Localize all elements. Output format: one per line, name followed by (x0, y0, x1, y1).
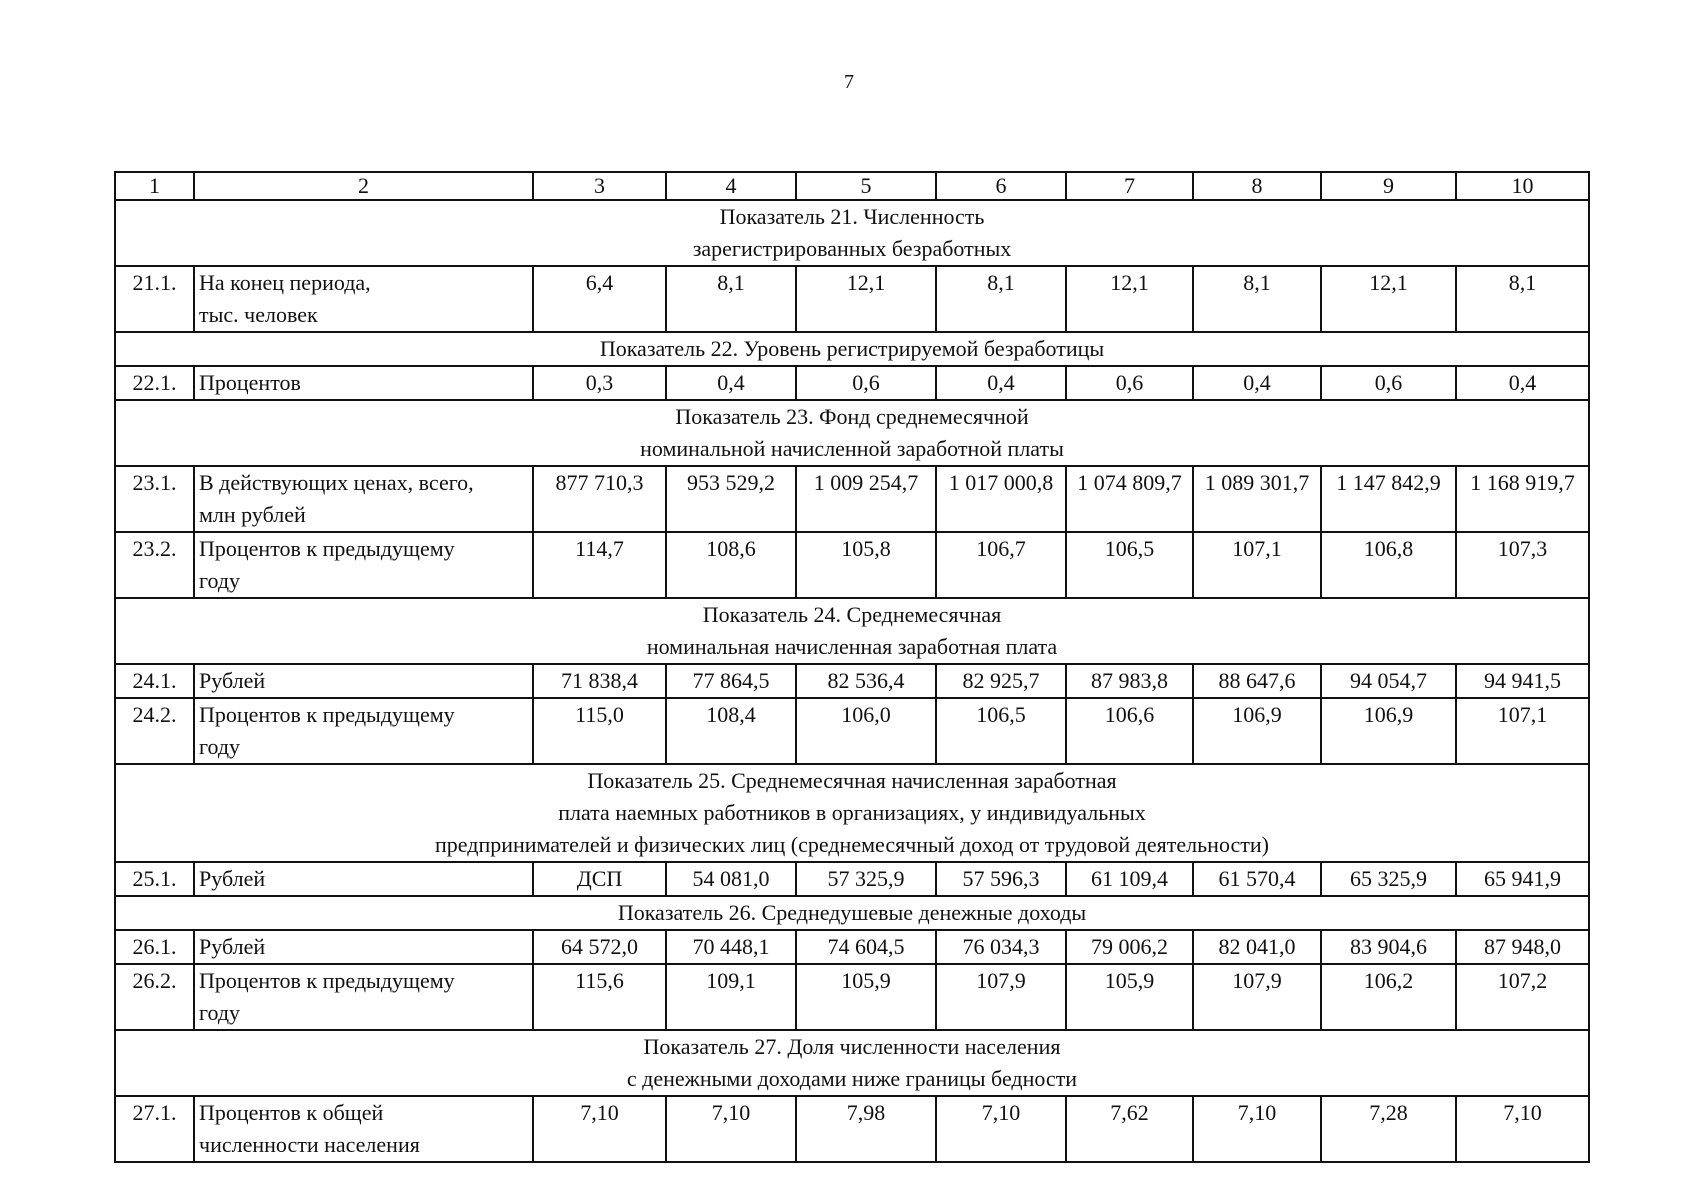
value-cell: 108,6 (666, 532, 796, 598)
section-title-row (115, 598, 1589, 664)
value-cell: 79 006,2 (1066, 930, 1193, 964)
column-header: 3 (533, 172, 666, 200)
table-row (115, 1096, 1589, 1162)
column-header: 4 (666, 172, 796, 200)
row-label-line: тыс. человек (199, 302, 318, 327)
value-cell: 107,1 (1193, 532, 1321, 598)
table-row (115, 466, 1589, 532)
value-cell: 74 604,5 (796, 930, 936, 964)
value-cell: 94 054,7 (1321, 664, 1456, 698)
value-cell: 82 041,0 (1193, 930, 1321, 964)
value-cell: 106,0 (796, 698, 936, 764)
section-title-line: зарегистрированных безработных (692, 236, 1012, 261)
section-title-line: плата наемных работников в организациях, у индивидуальных (558, 800, 1146, 825)
value-cell: 88 647,6 (1193, 664, 1321, 698)
value-cell: 106,9 (1193, 698, 1321, 764)
value-cell: 105,8 (796, 532, 936, 598)
value-cell: 8,1 (936, 266, 1066, 332)
value-cell: 115,6 (533, 964, 666, 1030)
column-header: 7 (1066, 172, 1193, 200)
column-header: 5 (796, 172, 936, 200)
value-cell: 106,2 (1321, 964, 1456, 1030)
value-cell: 1 009 254,7 (796, 466, 936, 532)
value-cell: 0,4 (1193, 366, 1321, 400)
row-code: 24.2. (115, 698, 194, 764)
section-title (115, 1030, 1589, 1096)
value-cell: 61 109,4 (1066, 862, 1193, 896)
table-row (115, 930, 1589, 964)
value-cell: 65 941,9 (1456, 862, 1589, 896)
page-number: 7 (844, 71, 854, 93)
value-cell: 8,1 (1193, 266, 1321, 332)
table-row (115, 698, 1589, 764)
column-header: 9 (1321, 172, 1456, 200)
row-label-line: Рублей (199, 668, 266, 693)
section-title-row (115, 200, 1589, 266)
value-cell: 115,0 (533, 698, 666, 764)
value-cell: 7,10 (1193, 1096, 1321, 1162)
value-cell: 0,4 (666, 366, 796, 400)
row-label (194, 664, 533, 698)
value-cell: 7,10 (936, 1096, 1066, 1162)
section-title-line: Показатель 22. Уровень регистрируемой безработицы (599, 336, 1105, 361)
row-label (194, 366, 533, 400)
value-cell: 0,6 (1066, 366, 1193, 400)
value-cell: 108,4 (666, 698, 796, 764)
table-row (115, 266, 1589, 332)
value-cell: 94 941,5 (1456, 664, 1589, 698)
value-cell: 87 983,8 (1066, 664, 1193, 698)
value-cell: 8,1 (666, 266, 796, 332)
value-cell: 82 536,4 (796, 664, 936, 698)
value-cell: 107,9 (1193, 964, 1321, 1030)
row-label-line: Рублей (199, 934, 266, 959)
value-cell: 114,7 (533, 532, 666, 598)
table-row (115, 366, 1589, 400)
column-header: 2 (194, 172, 533, 200)
value-cell: 107,3 (1456, 532, 1589, 598)
value-cell: 105,9 (1066, 964, 1193, 1030)
row-label (194, 930, 533, 964)
value-cell: 12,1 (1321, 266, 1456, 332)
value-cell: 83 904,6 (1321, 930, 1456, 964)
section-title-line: Показатель 27. Доля численности населения (643, 1034, 1061, 1059)
value-cell: 106,5 (936, 698, 1066, 764)
value-cell: 7,10 (1456, 1096, 1589, 1162)
section-title-line: номинальной начисленной заработной платы (640, 436, 1064, 461)
section-title-line: номинальная начисленная заработная плата (646, 634, 1058, 659)
row-code: 22.1. (115, 366, 194, 400)
row-label-line: Процентов к предыдущему (199, 702, 455, 727)
row-label-line: Процентов к предыдущему (199, 968, 455, 993)
value-cell: 0,4 (1456, 366, 1589, 400)
row-label-line: млн рублей (199, 502, 306, 527)
value-cell: 1 017 000,8 (936, 466, 1066, 532)
section-title-row (115, 1030, 1589, 1096)
value-cell: 106,9 (1321, 698, 1456, 764)
row-code: 23.1. (115, 466, 194, 532)
value-cell: 7,98 (796, 1096, 936, 1162)
value-cell: 106,6 (1066, 698, 1193, 764)
row-code: 25.1. (115, 862, 194, 896)
section-title (115, 332, 1589, 366)
row-label-line: Процентов (199, 370, 301, 395)
row-label (194, 698, 533, 764)
section-title-line: Показатель 26. Среднедушевые денежные доходы (617, 900, 1087, 925)
row-label-line: году (199, 568, 241, 593)
value-cell: 0,6 (796, 366, 936, 400)
value-cell: 65 325,9 (1321, 862, 1456, 896)
row-label (194, 1096, 533, 1162)
value-cell: 7,10 (533, 1096, 666, 1162)
value-cell: 76 034,3 (936, 930, 1066, 964)
value-cell: 8,1 (1456, 266, 1589, 332)
value-cell: 0,6 (1321, 366, 1456, 400)
value-cell: 0,3 (533, 366, 666, 400)
row-label-line: году (199, 734, 241, 759)
row-label (194, 466, 533, 532)
row-label-line: Рублей (199, 866, 266, 891)
value-cell: ДСП (533, 862, 666, 896)
column-header: 10 (1456, 172, 1589, 200)
value-cell: 953 529,2 (666, 466, 796, 532)
section-title-line: Показатель 25. Среднемесячная начисленная заработная (587, 768, 1117, 793)
row-label-line: году (199, 1000, 241, 1025)
row-code: 27.1. (115, 1096, 194, 1162)
value-cell: 1 168 919,7 (1456, 466, 1589, 532)
table-body (115, 172, 1589, 1162)
section-title-row (115, 400, 1589, 466)
section-title-row (115, 896, 1589, 930)
column-header: 8 (1193, 172, 1321, 200)
section-title (115, 200, 1589, 266)
row-label (194, 266, 533, 332)
row-label-line: Процентов к предыдущему (199, 536, 455, 561)
value-cell: 7,62 (1066, 1096, 1193, 1162)
column-header: 6 (936, 172, 1066, 200)
value-cell: 1 147 842,9 (1321, 466, 1456, 532)
value-cell: 107,9 (936, 964, 1066, 1030)
value-cell: 109,1 (666, 964, 796, 1030)
value-cell: 6,4 (533, 266, 666, 332)
value-cell: 7,28 (1321, 1096, 1456, 1162)
row-code: 26.2. (115, 964, 194, 1030)
value-cell: 57 325,9 (796, 862, 936, 896)
value-cell: 106,8 (1321, 532, 1456, 598)
row-code: 23.2. (115, 532, 194, 598)
section-title-line: с денежными доходами ниже границы бедности (626, 1066, 1078, 1091)
column-number-row (115, 172, 1589, 200)
value-cell: 107,2 (1456, 964, 1589, 1030)
row-label-line: Процентов к общей (199, 1100, 384, 1125)
value-cell: 82 925,7 (936, 664, 1066, 698)
value-cell: 71 838,4 (533, 664, 666, 698)
value-cell: 7,10 (666, 1096, 796, 1162)
section-title-line: Показатель 21. Численность (719, 204, 985, 229)
table-row (115, 964, 1589, 1030)
value-cell: 12,1 (1066, 266, 1193, 332)
table-row (115, 664, 1589, 698)
value-cell: 77 864,5 (666, 664, 796, 698)
table-row (115, 532, 1589, 598)
section-title-line: Показатель 23. Фонд среднемесячной (675, 404, 1029, 429)
value-cell: 105,9 (796, 964, 936, 1030)
value-cell: 64 572,0 (533, 930, 666, 964)
section-title (115, 896, 1589, 930)
value-cell: 877 710,3 (533, 466, 666, 532)
value-cell: 0,4 (936, 366, 1066, 400)
value-cell: 61 570,4 (1193, 862, 1321, 896)
section-title (115, 598, 1589, 664)
row-code: 26.1. (115, 930, 194, 964)
column-header: 1 (115, 172, 194, 200)
section-title (115, 764, 1589, 862)
section-title (115, 400, 1589, 466)
row-code: 21.1. (115, 266, 194, 332)
table-row (115, 862, 1589, 896)
value-cell: 54 081,0 (666, 862, 796, 896)
value-cell: 107,1 (1456, 698, 1589, 764)
value-cell: 1 074 809,7 (1066, 466, 1193, 532)
value-cell: 106,5 (1066, 532, 1193, 598)
value-cell: 12,1 (796, 266, 936, 332)
value-cell: 106,7 (936, 532, 1066, 598)
value-cell: 70 448,1 (666, 930, 796, 964)
value-cell: 57 596,3 (936, 862, 1066, 896)
row-label (194, 532, 533, 598)
value-cell: 87 948,0 (1456, 930, 1589, 964)
row-label-line: В действующих ценах, всего, (199, 470, 474, 495)
row-label (194, 862, 533, 896)
section-title-row (115, 764, 1589, 862)
section-title-line: Показатель 24. Среднемесячная (702, 602, 1002, 627)
section-title-line: предпринимателей и физических лиц (среднемесячный доход от трудовой деятельности) (435, 832, 1269, 857)
value-cell: 1 089 301,7 (1193, 466, 1321, 532)
indicators-table (114, 171, 1590, 1163)
section-title-row (115, 332, 1589, 366)
row-label (194, 964, 533, 1030)
row-label-line: На конец периода, (199, 270, 371, 295)
row-label-line: численности населения (199, 1132, 420, 1157)
row-code: 24.1. (115, 664, 194, 698)
